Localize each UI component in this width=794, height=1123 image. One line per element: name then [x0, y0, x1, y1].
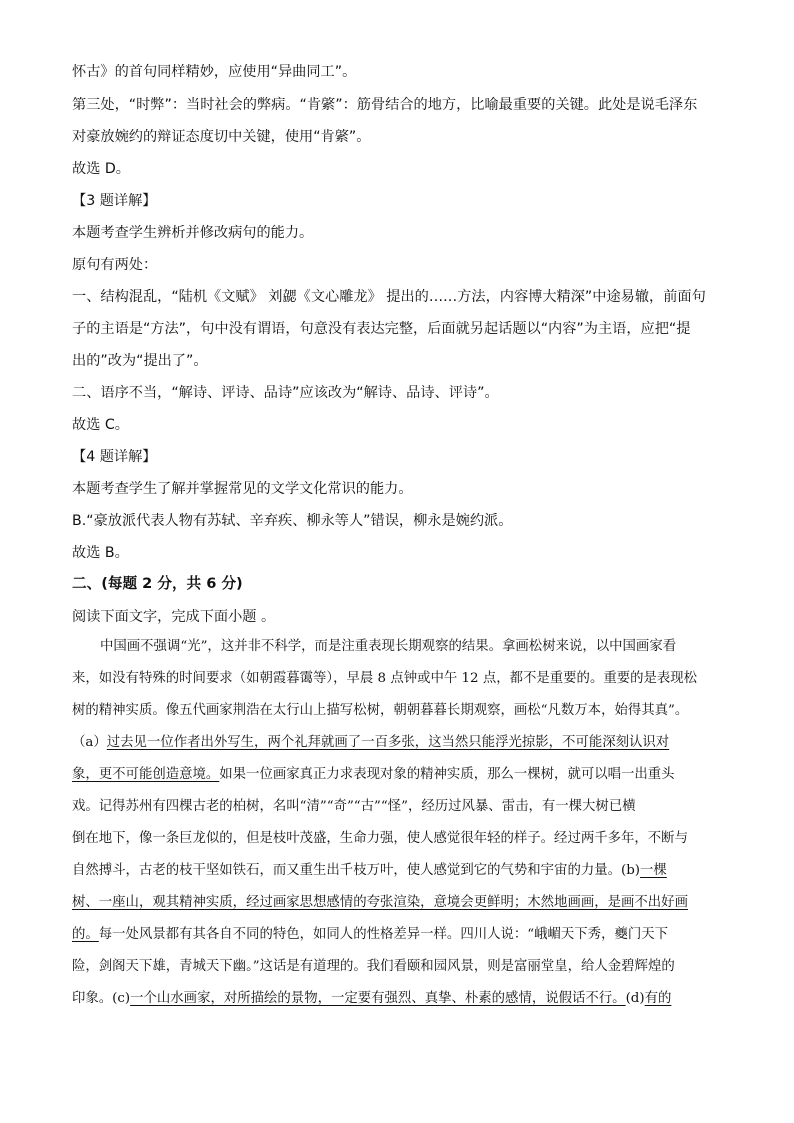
passage-line — [72, 733, 724, 753]
answer-text-line: 原句有两处： — [72, 257, 158, 273]
underlined-sentence-b-end: 的。 — [72, 927, 99, 942]
passage-line — [72, 989, 724, 1009]
underlined-sentence-b-cont: 树、一座山，观其精神实质，经过画家思想感情的夸张渲染，意境会更鲜明；木然地画画，是画不出好画 — [72, 895, 688, 910]
underlined-sentence-a-end: 象，更不可能创造意境。 — [72, 767, 220, 782]
underlined-sentence-c: 一个山水画家，对所描绘的景物，一定要有强烈、真挚、朴素的感情，说假话不行。 — [130, 991, 626, 1006]
answer-text-line: 出的”改为“提出了”。 — [72, 353, 208, 369]
passage-line: 险，剑阁天下雄，青城天下幽。”这话是有道理的。我们看颐和园风景，则是富丽堂皇，给人金碧辉煌的 — [72, 959, 675, 974]
answer-text-line: 故选 C。 — [72, 417, 129, 433]
answer-text-line: B.“豪放派代表人物有苏轼、辛弃疾、柳永等人”错误，柳永是婉约派。 — [72, 513, 513, 529]
passage-text: 如果一位画家真正力求表现对象的精神实质，那么一棵树，就可以唱一出重头 — [219, 767, 675, 782]
answer-text-line: 第三处，“时弊”：当时社会的弊病。“肯綮”：筋骨结合的地方，比喻最重要的关键。此处是说毛泽东 — [72, 97, 698, 113]
sub-question-heading: 【4 题详解】 — [72, 449, 157, 465]
sub-question-heading: 【3 题详解】 — [72, 193, 157, 209]
answer-text-line: 怀古》的首句同样精妙，应使用“异曲同工”。 — [72, 64, 357, 80]
answer-text-line: 故选 D。 — [72, 161, 130, 177]
passage-line: 倒在地下，像一条巨龙似的，但是枝叶茂盛，生命力强，使人感觉很年轻的样子。经过两千多年，不断与 — [72, 831, 688, 846]
answer-text-line: 子的主语是“方法”，句中没有谓语，句意没有表达完整，后面就另起话题以“内容”为主语，应把“提 — [72, 321, 691, 337]
answer-text-line: 对豪放婉约的辩证态度切中关键，使用“肯綮”。 — [72, 129, 371, 145]
answer-text-line: 本题考查学生了解并掌握常见的文学文化常识的能力。 — [72, 481, 413, 497]
passage-line: 戏。记得苏州有四棵古老的柏树，名叫“清”“奇”“古”“怪”，经历过风暴、雷击，有一棵大树已横 — [72, 799, 636, 814]
underlined-sentence-a: 过去见一位作者出外写生，两个礼拜就画了一百多张，这当然只能浮光掠影，不可能深刻认识对 — [106, 735, 670, 750]
passage-text: 每一处风景都有其各自不同的特色，如同人的性格差异一样。四川人说：“峨嵋天下秀，夔门天下 — [98, 927, 669, 942]
answer-text-line: 本题考查学生辨析并修改病句的能力。 — [72, 225, 314, 241]
passage-line — [72, 861, 724, 881]
passage-line: 树的精神实质。像五代画家荆浩在太行山上描写松树，朝朝暮暮长期观察，画松“凡数万本，始得其真”。 — [72, 703, 689, 718]
underlined-sentence-d: 有的 — [644, 991, 672, 1006]
passage-line: 中国画不强调“光”，这并非不科学，而是注重表现长期观察的结果。拿画松树来说，以中国画家看 — [100, 639, 677, 654]
passage-text: 自然搏斗，古老的枝干坚如铁石，而又重生出千枝万叶，使人感觉到它的气势和宇宙的力量。(b) — [72, 863, 641, 878]
section-heading: 二、(每题 2 分，共 6 分) — [72, 575, 243, 592]
answer-text-line: 二、语序不当，“解诗、评诗、品诗”应该改为“解诗、品诗、评诗”。 — [72, 385, 499, 401]
passage-line: 来，如没有特殊的时间要求（如朝霞暮霭等），早晨 8 点钟或中午 12 点，都不是重要的。重要的是表现松 — [72, 671, 698, 686]
passage-line — [72, 925, 724, 945]
answer-text-line: 故选 B。 — [72, 545, 129, 561]
passage-line — [72, 893, 724, 913]
underlined-sentence-b: 一棵 — [640, 863, 667, 878]
marker-d: (d) — [625, 991, 645, 1006]
instruction-text: 阅读下面文字，完成下面小题 。 — [72, 609, 276, 625]
marker-a: （a） — [72, 735, 107, 750]
passage-line — [72, 765, 724, 785]
passage-text: 印象。(c) — [72, 991, 131, 1006]
answer-text-line: 一、结构混乱，“陆机《文赋》 刘勰《文心雕龙》 提出的……方法，内容博大精深”中途易辙，前面句 — [72, 289, 706, 305]
